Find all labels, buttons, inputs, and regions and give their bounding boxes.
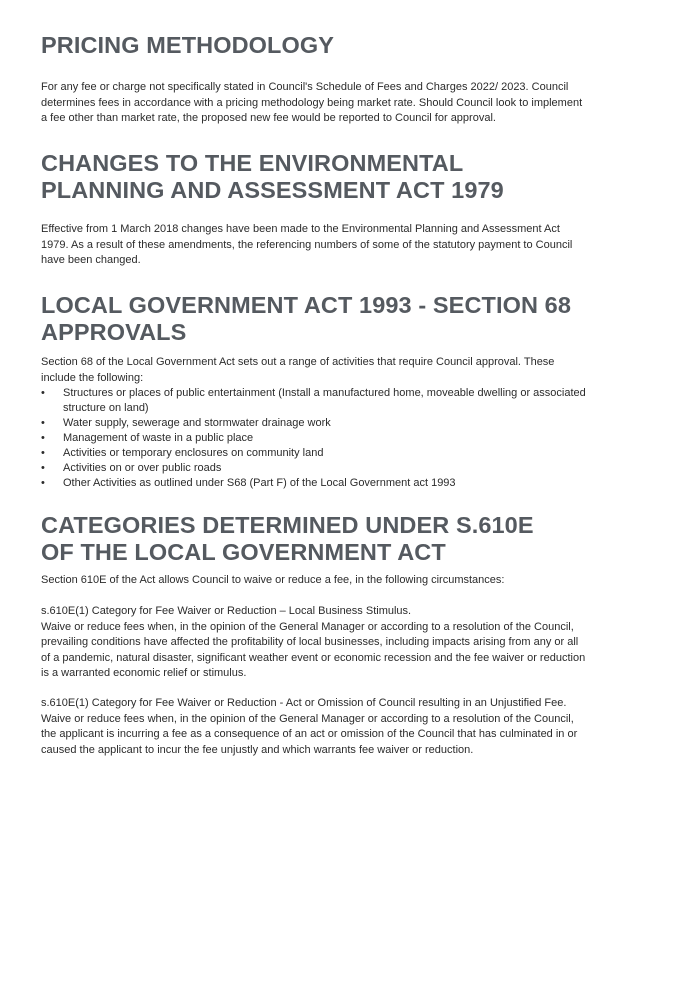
heading-line: OF THE LOCAL GOVERNMENT ACT xyxy=(41,539,446,565)
bullet-icon: • xyxy=(41,417,45,429)
list-item-text: Activities or temporary enclosures on community land xyxy=(63,447,324,459)
section-body: Effective from 1 March 2018 changes have been made to the Environmental Planning and Assessment Act 1979. As a result of these amendments, the referencing numbers of some of the statutory payment to Council have been changed. xyxy=(41,223,573,266)
list-item-text: Water supply, sewerage and stormwater drainage work xyxy=(63,417,331,429)
bullet-icon: • xyxy=(41,447,45,459)
section-body: For any fee or charge not specifically stated in Council's Schedule of Fees and Charges 2022/ 2023. Council determines fees in accordance with a pricing methodology being market rate. Should Council look to implement a fee other than market rate, the proposed new fee would be reported to Council for approval. xyxy=(41,81,583,124)
list-item-text: Structures or places of public entertainment (Install a manufactured home, moveable dwelling or associated structure on land) xyxy=(63,387,586,414)
list-item-text: Activities on or over public roads xyxy=(63,462,222,474)
list-item xyxy=(41,461,587,476)
approval-activities-list xyxy=(41,386,587,491)
section-intro: Section 610E of the Act allows Council to waive or reduce a fee, in the following circumstances: xyxy=(41,574,505,586)
section-intro: Section 68 of the Local Government Act sets out a range of activities that require Council approval. These include the following: xyxy=(41,356,555,384)
section-local-government-act-s68 xyxy=(41,292,586,489)
list-item xyxy=(41,386,587,416)
list-item xyxy=(41,416,587,431)
heading-line: CHANGES TO THE ENVIRONMENTAL xyxy=(41,150,464,176)
section-heading xyxy=(41,512,534,566)
heading-line: LOCAL GOVERNMENT ACT 1993 - SECTION 68 xyxy=(41,292,572,318)
list-item xyxy=(41,476,587,491)
fee-waiver-category xyxy=(41,604,587,682)
heading-line: APPROVALS xyxy=(41,319,187,345)
section-heading xyxy=(41,292,571,346)
fee-waiver-category xyxy=(41,696,587,758)
list-item-text: Other Activities as outlined under S68 (Part F) of the Local Government act 1993 xyxy=(63,477,456,489)
section-environmental-planning-act xyxy=(41,150,573,266)
category-title: s.610E(1) Category for Fee Waiver or Reduction – Local Business Stimulus. xyxy=(41,605,412,617)
heading-line: PLANNING AND ASSESSMENT ACT 1979 xyxy=(41,177,504,203)
section-categories-s610e xyxy=(41,512,586,756)
list-item xyxy=(41,446,587,461)
bullet-icon: • xyxy=(41,432,45,444)
list-item-text: Management of waste in a public place xyxy=(63,432,254,444)
category-body: Waive or reduce fees when, in the opinion of the General Manager or according to a resolution of the Council, the applicant is incurring a fee as a consequence of an act or omission of the Council that has culminated in or caused the applicant to incur the fee unjustly and which warrants fee waiver or reduction. xyxy=(41,712,578,756)
list-item xyxy=(41,431,587,446)
section-heading xyxy=(41,150,504,204)
heading-line: CATEGORIES DETERMINED UNDER S.610E xyxy=(41,512,534,538)
section-pricing-methodology xyxy=(41,32,583,124)
category-title: s.610E(1) Category for Fee Waiver or Reduction - Act or Omission of Council resulting in an Unjustified Fee. xyxy=(41,697,567,709)
section-heading: PRICING METHODOLOGY xyxy=(41,32,335,58)
bullet-icon: • xyxy=(41,462,45,474)
category-body: Waive or reduce fees when, in the opinion of the General Manager or according to a resolution of the Council, prevailing conditions have affected the profitability of local businesses, including impacts arising from any or all of a pandemic, natural disaster, significant weather event or economic recession and the fee waiver or reduction is a warranted economic relief or stimulus. xyxy=(41,620,586,679)
bullet-icon: • xyxy=(41,387,45,399)
bullet-icon: • xyxy=(41,477,45,489)
